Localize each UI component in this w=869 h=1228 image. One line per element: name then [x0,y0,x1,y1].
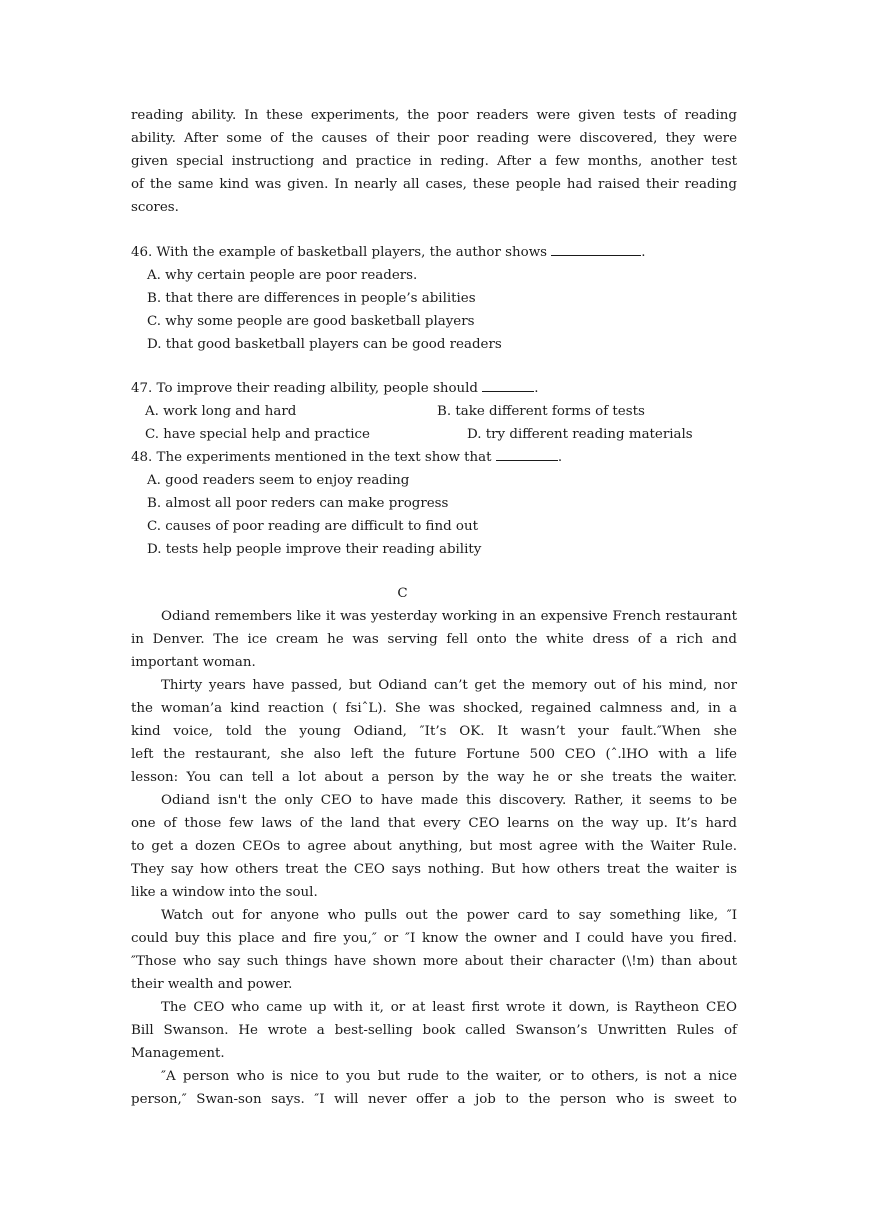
passage-line: Bill Swanson. He wrote a best-selling book called Swanson’s Unwritten Rules of [131,1023,737,1038]
passage-line: Odiand isn't the only CEO to have made this discovery. Rather, it seems to be [161,793,737,808]
passage-line: ″Those who say such things have shown more about their character (\!m) than about [131,954,737,969]
passage-b-tail [131,104,737,219]
passage-line: could buy this place and fire you,″ or ″I know the owner and I could have you fired. [131,931,737,946]
option-b: B. almost all poor reders can make progress [147,496,449,511]
passage-line: in Denver. The ice cream he was serving fell onto the white dress of a rich and [131,632,737,647]
passage-line: of the same kind was given. In nearly all cases, these people had raised their reading [131,177,737,192]
passage-line: person,″ Swan-son says. ″I will never offer a job to the person who is sweet to [131,1092,737,1107]
passage-line: important woman. [131,655,256,670]
passage-line: one of those few laws of the land that every CEO learns on the way up. It’s hard [131,816,737,831]
answer-blank [496,446,558,461]
answer-blank [482,377,534,392]
option-a: A. good readers seem to enjoy reading [147,473,410,488]
passage-line: left the restaurant, she also left the future Fortune 500 CEO (ˆ.lHO with a life [131,747,737,762]
question-stem: 46. With the example of basketball players, the author shows . [131,241,737,264]
question-stem: 48. The experiments mentioned in the text show that . [131,446,737,469]
answer-blank [551,241,641,256]
question-47 [131,377,737,400]
passage-line: ability. After some of the causes of their poor reading were discovered, they were [131,131,737,146]
option-a: A. why certain people are poor readers. [147,268,418,283]
question-46 [131,241,737,356]
option-d: D. try different reading materials [467,427,693,442]
question-48 [131,446,737,561]
passage-line: their wealth and power. [131,977,293,992]
passage-line: like a window into the soul. [131,885,318,900]
passage-line: the woman’a kind reaction ( fsiˆL). She was shocked, regained calmness and, in a [131,701,737,716]
passage-line: to get a dozen CEOs to agree about anything, but most agree with the Waiter Rule. [131,839,737,854]
option-a: A. work long and hard [145,404,297,419]
section-c-passage [131,605,737,1111]
passage-line: Thirty years have passed, but Odiand can’t get the memory out of his mind, nor [161,678,737,693]
option-c: C. why some people are good basketball players [147,314,475,329]
question-stem: 47. To improve their reading albility, people should . [131,377,737,400]
passage-line: scores. [131,200,179,215]
option-c: C. causes of poor reading are difficult to find out [147,519,478,534]
passage-line: They say how others treat the CEO says nothing. But how others treat the waiter is [131,862,737,877]
option-c: C. have special help and practice [145,427,370,442]
passage-line: ″A person who is nice to you but rude to the waiter, or to others, is not a nice [161,1069,737,1084]
section-heading: C [397,586,408,601]
passage-line: Odiand remembers like it was yesterday working in an expensive French restaurant [161,609,737,624]
passage-line: lesson: You can tell a lot about a person by the way he or she treats the waiter. [131,770,737,785]
passage-line: reading ability. In these experiments, the poor readers were given tests of reading [131,108,737,123]
passage-line: Management. [131,1046,225,1061]
option-b: B. that there are differences in people’s abilities [147,291,476,306]
option-b: B. take different forms of tests [437,404,645,419]
passage-line: Watch out for anyone who pulls out the power card to say something like, ″I [161,908,737,923]
option-d: D. tests help people improve their reading ability [147,542,482,557]
passage-line: The CEO who came up with it, or at least first wrote it down, is Raytheon CEO [161,1000,737,1015]
passage-line: given special instructiong and practice in reding. After a few months, another test [131,154,737,169]
passage-line: kind voice, told the young Odiand, ″It’s OK. It wasn’t your fault.″When she [131,724,737,739]
option-d: D. that good basketball players can be good readers [147,337,502,352]
